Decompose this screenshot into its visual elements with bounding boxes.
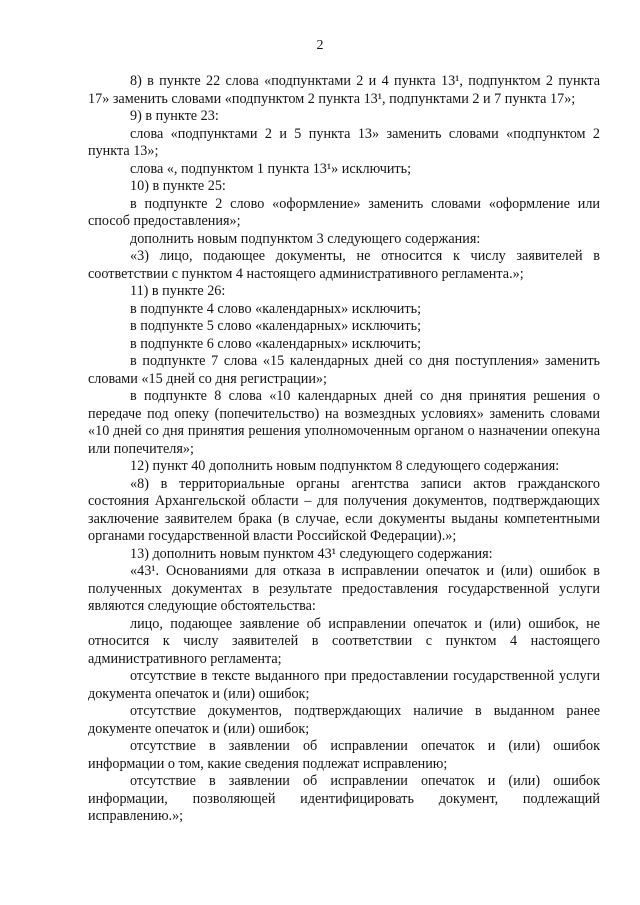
paragraph-item-9-2: слова «, подпунктом 1 пункта 13¹» исключить;: [130, 160, 412, 177]
paragraph-item-11-1: в подпункте 4 слово «календарных» исключить;: [130, 300, 422, 317]
paragraph-item-13-4: отсутствие документов, подтверждающих наличие в выданном ранее документе опечаток и (или) ошибок;: [88, 703, 600, 737]
paragraph-item-10: 10) в пункте 25:: [130, 178, 226, 194]
paragraph-item-11-2: в подпункте 5 слово «календарных» исключить;: [130, 318, 422, 334]
paragraph-item-9: 9) в пункте 23:: [130, 108, 219, 124]
document-body: [88, 73, 600, 826]
paragraph-item-10-3: «3) лицо, подающее документы, не относится к числу заявителей в соответствии с пунктом 4 настоящего административного регламента.»;: [88, 248, 600, 282]
paragraph-item-13-1: «43¹. Основаниями для отказа в исправлении опечаток и (или) ошибок в полученных документах в результате предоставления государственной услуги являются следующие обстоятельства:: [88, 563, 600, 614]
paragraph-item-11-5: в подпункте 8 слова «10 календарных дней со дня принятия решения о передаче под опеку (попечительство) на возмездных условиях» заменить словами «10 дней со дня принятия решения уполномоченным органом о назначении опекуна или попечителя»;: [88, 388, 600, 457]
page-number: 2: [316, 38, 324, 53]
paragraph-item-12-1: «8) в территориальные органы агентства записи актов гражданского состояния Архангельской области – для получения документов, подтверждающих заключение заявителем брака (в случае, если документы выданы компетентными органами государственной власти Российской Федерации).»;: [88, 475, 600, 544]
paragraph-item-11: 11) в пункте 26:: [130, 283, 226, 299]
paragraph-item-8: 8) в пункте 22 слова «подпунктами 2 и 4 пункта 13¹, подпунктом 2 пункта 17» заменить словами «подпунктом 2 пункта 13¹, подпунктами 2 и 7 пункта 17»;: [88, 73, 600, 107]
paragraph-item-13-5: отсутствие в заявлении об исправлении опечаток и (или) ошибок информации о том, какие сведения подлежат исправлению;: [88, 738, 600, 772]
paragraph-item-13: 13) дополнить новым пунктом 43¹ следующего содержания:: [130, 545, 493, 562]
paragraph-item-12: 12) пункт 40 дополнить новым подпунктом 8 следующего содержания:: [130, 458, 560, 474]
paragraph-item-13-6: отсутствие в заявлении об исправлении опечаток и (или) ошибок информации, позволяющей идентифицировать документ, подлежащий исправлению.»;: [88, 773, 600, 824]
paragraph-item-13-3: отсутствие в тексте выданного при предоставлении государственной услуги документа опечаток и (или) ошибок;: [88, 668, 600, 702]
paragraph-item-13-2: лицо, подающее заявление об исправлении опечаток и (или) ошибок, не относится к числу заявителей в соответствии с пунктом 4 настоящего административного регламента;: [88, 615, 600, 667]
paragraph-item-9-1: слова «подпунктами 2 и 5 пункта 13» заменить словами «подпунктом 2 пункта 13»;: [88, 125, 600, 159]
paragraph-item-10-2: дополнить новым подпунктом 3 следующего содержания:: [130, 230, 481, 247]
paragraph-item-10-1: в подпункте 2 слово «оформление» заменить словами «оформление или способ предоставления»;: [88, 195, 600, 229]
paragraph-item-11-3: в подпункте 6 слово «календарных» исключить;: [130, 335, 422, 352]
paragraph-item-11-4: в подпункте 7 слова «15 календарных дней со дня поступления» заменить словами «15 дней со дня регистрации»;: [88, 353, 600, 387]
